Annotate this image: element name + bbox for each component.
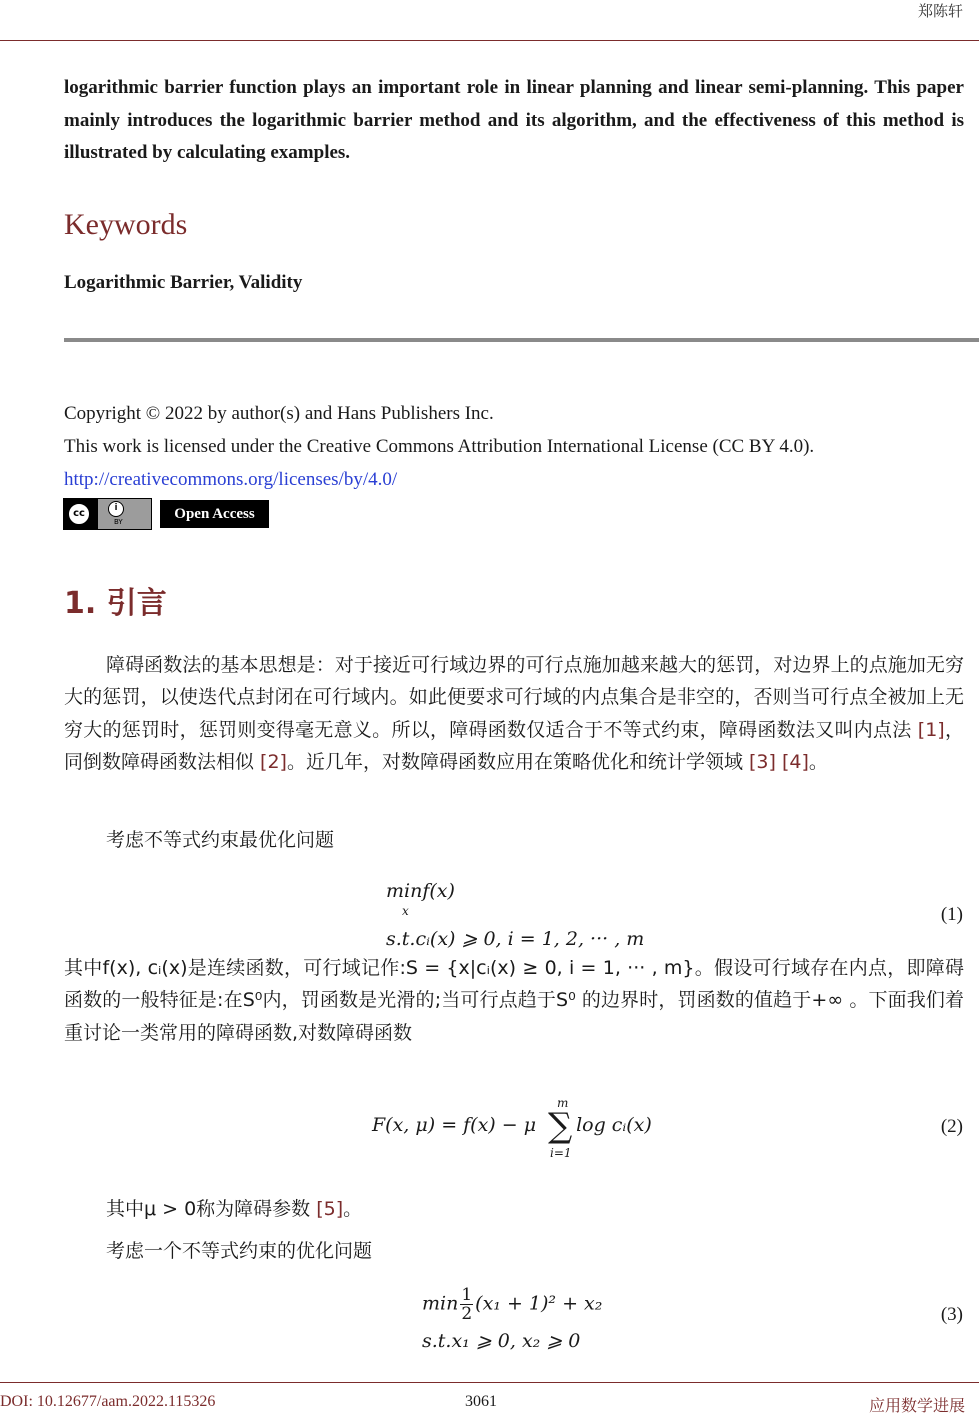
section-title: 引言 — [106, 586, 167, 621]
equation-3-constraint: s.t.x₁ ⩾ 0, x₂ ⩾ 0 — [422, 1330, 581, 1352]
fraction-numerator: 1 — [461, 1285, 473, 1305]
equation-2 — [372, 1114, 652, 1136]
equation-1-constraint: s.t.cᵢ(x) ⩾ 0, i = 1, 2, ··· , m — [386, 928, 645, 950]
header-rule — [0, 40, 979, 41]
footer-rule — [0, 1382, 979, 1383]
intro-paragraph-5: 考虑一个不等式约束的优化问题 — [106, 1240, 373, 1262]
equation-3-objective — [422, 1286, 602, 1323]
equation-2-body: F(x, μ) = f(x) − μ — [372, 1114, 537, 1136]
equation-3-fraction — [460, 1286, 473, 1323]
section-divider — [64, 338, 979, 342]
p4-text-a: 其中μ > 0称为障碍参数 — [106, 1198, 317, 1220]
by-label: BY — [114, 518, 123, 526]
equation-3-rest: (x₁ + 1)² + x₂ — [475, 1292, 603, 1315]
citation-1[interactable]: [1] — [917, 718, 945, 741]
fraction-denominator: 2 — [461, 1304, 473, 1324]
header-author: 郑陈轩 — [917, 2, 963, 20]
citation-2[interactable]: [2] — [260, 751, 287, 774]
citation-4[interactable]: [4] — [781, 751, 809, 774]
p4-text-b: 。 — [343, 1198, 363, 1220]
p1-text-a: 障碍函数法的基本思想是：对于接近可行域边界的可行点施加越来越大的惩罚，对边界上的点施加无穷大的惩罚，以使迭代点封闭在可行域内。如此便要求可行域的内点集合是非空的，否则当可行点全被加上无穷大的惩罚时，惩罚则变得毫无意义。所以，障碍函数仅适合于不等式约束，障碍函数法又叫内点法 — [64, 654, 964, 741]
journal-name: 应用数学进展 — [868, 1396, 965, 1415]
keywords-body: Logarithmic Barrier, Validity — [64, 272, 303, 293]
intro-paragraph-3: 其中f(x), cᵢ(x)是连续函数，可行域记作:S = {x|cᵢ(x) ≥ 0, i = 1, ··· , m}。假设可行域存在内点，即障碍函数的一般特征是:在S⁰内，罚函数是光滑的;当可行点趋于S⁰ 的边界时，罚函数的值趋于+∞ 。下面我们着重讨论一类常用的障碍函数,对数障碍函数 — [64, 957, 964, 1044]
section-number: 1. — [64, 586, 97, 621]
intro-paragraph-1 — [64, 649, 964, 779]
keywords-heading: Keywords — [64, 208, 188, 241]
intro-paragraph-2: 考虑不等式约束最优化问题 — [106, 829, 335, 851]
abstract-text: logarithmic barrier function plays an important role in linear planning and linear semi-planning. This paper mainly introduces the logarithmic barrier method and its algorithm, and the effectiveness of this method is illustrated by calculating examples. — [64, 77, 964, 163]
equation-1-subscript: x — [402, 904, 409, 918]
cc-by-badge[interactable] — [63, 498, 152, 530]
license-line: This work is licensed under the Creative Commons Attribution International License (CC BY 4.0). — [64, 436, 815, 457]
sum-upper-limit: m — [557, 1096, 569, 1110]
p1-text-d: 。 — [808, 751, 828, 774]
cc-icon: cc — [67, 502, 91, 526]
equation-3-min: min — [422, 1292, 459, 1315]
sum-lower-limit: i=1 — [550, 1146, 572, 1160]
intro-paragraph-4 — [106, 1193, 362, 1225]
copyright-block — [64, 397, 969, 496]
equation-1-objective: minf(x) — [386, 880, 455, 902]
person-icon: i — [108, 501, 124, 517]
p1-text-c: 。近几年，对数障碍函数应用在策略优化和统计学领域 — [286, 751, 750, 774]
citation-5[interactable]: [5] — [316, 1198, 344, 1220]
sum-symbol: ∑ — [548, 1106, 573, 1146]
equation-1-number: (1) — [940, 904, 963, 925]
license-link[interactable]: http://creativecommons.org/licenses/by/4.0/ — [64, 469, 398, 490]
cc-badge-left — [64, 499, 98, 529]
open-access-badge[interactable]: Open Access — [160, 500, 269, 528]
equation-3-number: (3) — [940, 1304, 963, 1325]
section-heading — [64, 578, 167, 622]
citation-3[interactable]: [3] — [749, 751, 776, 774]
footer-doi[interactable]: DOI: 10.12677/aam.2022.115326 — [0, 1393, 216, 1410]
p1-text-b: ，同倒数障碍函数法相似 — [64, 718, 964, 774]
equation-2-tail: log cᵢ(x) — [576, 1114, 652, 1136]
page-number: 3061 — [465, 1393, 497, 1410]
equation-2-number: (2) — [940, 1116, 963, 1137]
copyright-line: Copyright © 2022 by author(s) and Hans Publishers Inc. — [64, 403, 494, 424]
